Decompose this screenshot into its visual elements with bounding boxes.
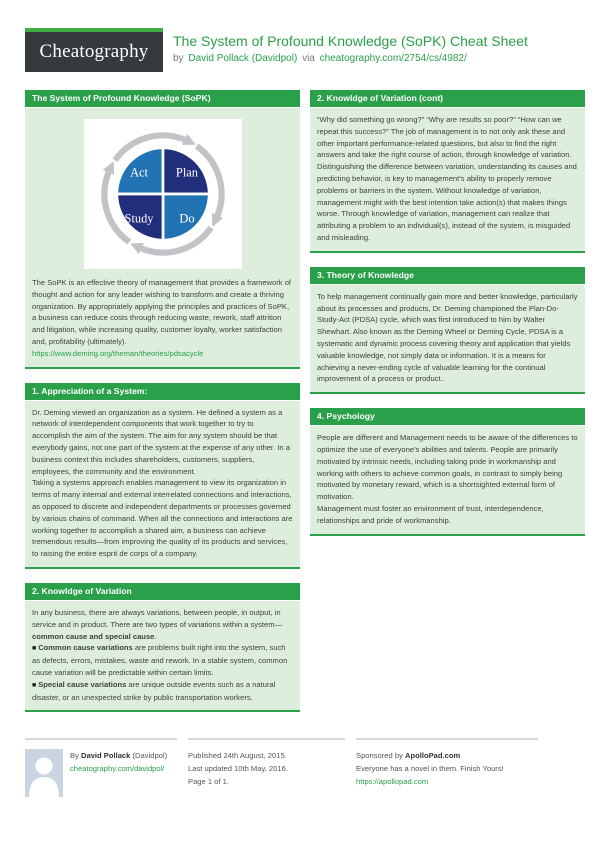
right-column <box>310 90 585 550</box>
logo-text: Cheatography <box>39 41 149 62</box>
section-card <box>25 90 300 369</box>
paragraph <box>317 432 578 503</box>
pdsa-study-label: Study <box>124 211 154 226</box>
paragraph <box>317 114 578 161</box>
sponsor-tagline: Everyone has a novel in them. Finish Yours! <box>356 764 504 774</box>
section-body <box>310 284 585 392</box>
paragraph <box>32 277 293 348</box>
paragraph <box>317 503 578 527</box>
footer-author-suffix: (Davidpol) <box>132 751 168 761</box>
title-block <box>173 28 528 64</box>
section-link[interactable]: https://www.deming.org/theman/theories/pdsacycle <box>32 348 204 358</box>
text-run: To help management continually gain more and better knowledge, particularly about its processes and products, Dr. Deming championed the Plan-Do-Study-Act (PDSA) cycle, which was first introduced to him by Walter Shewhart. Also known as the Deming Wheel or Deming Cycle, PDSA is a systematic and dynamic process covering theory and application that yields valuable knowledge, not simply data or information. It is a means for achieving a never-ending cycle of valuable learning for the continual improvement of a process or product.. <box>317 291 578 384</box>
text-run: The SoPK is an effective theory of management that provides a framework of thought and action for any leader wishing to transform and create a thriving organization. By appropriately applying the principles and practices of SoPK, a business can reduce costs through reducing waste, rework, staff attrition and litigation, while increasing quality, customer loyalty, worker satisfaction and, profitability (ultimately). <box>32 278 292 346</box>
paragraph <box>317 161 578 244</box>
section-header: 1. Appreciation of a System: <box>25 383 300 400</box>
bullet-square-icon: ■ <box>32 681 39 689</box>
paragraph <box>32 348 293 360</box>
byline <box>173 53 528 64</box>
published-date: Published 24th August, 2015. <box>188 751 287 761</box>
section-body <box>310 107 585 251</box>
paragraph <box>32 407 293 478</box>
text-run: “Why did something go wrong?” “Why are results so poor?” “How can we repeat this success?” The job of management is to not only ask these and other important performance-related questions, but also to find the right answers and take the right course of action, through knowledge of variation. <box>317 115 572 160</box>
pdsa-quadrants <box>116 148 208 240</box>
section-card <box>25 583 300 712</box>
author-line <box>70 749 167 762</box>
text-run: . <box>154 631 157 641</box>
section-body <box>25 600 300 710</box>
bold-text: Common cause variations <box>38 643 133 653</box>
paragraph <box>317 291 578 385</box>
bold-text: Special cause variations <box>38 679 127 689</box>
pdsa-plan-label: Plan <box>175 165 198 180</box>
page-header <box>0 0 600 90</box>
text-run: People are different and Management needs to be aware of the differences to optimize the use of everyone’s abilities and talents. People are primarily motivated by intrinsic needs, including taking pride in workmanship and working with others to achieve common goals, in contrast to simply being motivated by monetary reward, which is a shortsighted external form of motivation. <box>317 433 578 502</box>
pdsa-cycle-image <box>84 119 242 269</box>
text-run: Taking a systems approach enables management to view its organization in terms of many internal and external interrelated connections and interactions, as opposed to discrete and independent departments or processes governed by various chains of command. When all the connections and interactions are working together to accomplish a shared aim, a business can achieve tremendous results—from improving the quality of its products and services, to raising the entire esprit de corps of a company. <box>32 478 293 559</box>
section-header: 4. Psychology <box>310 408 585 425</box>
section-header: The System of Profound Knowledge (SoPK) <box>25 90 300 107</box>
text-run: are problems built right into the system, such as defects, errors, mistakes, waste and rework. In a stable system, common cause variation will be predictable within certain limits. <box>32 643 288 677</box>
updated-date: Last updated 10th May, 2016. <box>188 764 288 774</box>
sponsor-line <box>356 749 538 762</box>
person-silhouette-icon <box>25 749 63 797</box>
left-column <box>25 90 300 726</box>
section-card <box>310 90 585 253</box>
footer-author-link[interactable]: cheatography.com/davidpol/ <box>70 764 165 774</box>
by-prefix: by <box>173 53 184 64</box>
text-run: Management must foster an environment of trust, interdependence, relationships and pride of workmanship. <box>317 503 544 525</box>
footer-author-column <box>25 738 177 797</box>
section-header: 2. Knowldge of Variation (cont) <box>310 90 585 107</box>
author-meta <box>70 749 167 797</box>
sponsor-prefix: Sponsored by <box>356 751 403 761</box>
bullet-square-icon: ■ <box>32 645 39 653</box>
section-card <box>310 408 585 535</box>
content-columns <box>0 90 600 726</box>
section-card <box>25 383 300 569</box>
cheatography-logo[interactable] <box>25 28 163 72</box>
footer-sponsor-column <box>356 738 538 797</box>
sponsor-link[interactable]: https://apollopad.com <box>356 777 429 787</box>
pdsa-do-label: Do <box>178 211 195 226</box>
text-run: Distinguishing the difference between variation, understanding its causes and predicting behavior, is key to management’s ability to properly remove problems or barriers in the system. Without knowledge of variation, management might with the best intention take action(s) that makes things worse. Through knowledge of variation, management can realize that attributing a problem to an individual(s), instead of the system, is misguided and misleading. <box>317 162 577 242</box>
footer-publish-column <box>188 738 345 797</box>
paragraph <box>32 642 293 678</box>
author-avatar[interactable] <box>25 749 63 797</box>
paragraph <box>32 607 293 642</box>
page-count: Page 1 of 1. <box>188 777 229 787</box>
section-body <box>310 425 585 533</box>
bold-text: common cause and special cause <box>32 631 155 641</box>
section-header: 2. Knowldge of Variation <box>25 583 300 600</box>
footer-by-prefix: By <box>70 751 79 761</box>
sheet-url-link[interactable]: cheatography.com/2754/cs/4982/ <box>319 53 467 64</box>
section-card <box>310 267 585 394</box>
sponsor-name: ApolloPad.com <box>405 751 461 761</box>
text-run: Dr. Deming viewed an organization as a system. He defined a system as a network of interdependent components that work together to try to accomplish the aim of the system. The aim for any system should be that everybody gains, not one part of the system at the expense of any other. In a business context this includes shareholders, customers, suppliers, employees, the community and the environment. <box>32 407 290 476</box>
paragraph <box>32 679 293 704</box>
section-body <box>25 400 300 567</box>
pdsa-wheel <box>92 123 234 265</box>
text-run: In any business, there are always variations, between people, in output, in service and in product. There are two types of variations within a system— <box>32 607 283 629</box>
section-body <box>25 107 300 367</box>
via-prefix: via <box>302 53 315 64</box>
section-header: 3. Theory of Knowledge <box>310 267 585 284</box>
pdsa-act-label: Act <box>129 165 148 180</box>
text-run: are unique outside events such as a natural disaster, or an unexpected strike by public transportation workers. <box>32 679 276 702</box>
page-title: The System of Profound Knowledge (SoPK) Cheat Sheet <box>173 33 528 49</box>
footer-author-name: David Pollack <box>81 751 131 761</box>
paragraph <box>32 477 293 560</box>
author-link[interactable]: David Pollack (Davidpol) <box>188 53 298 64</box>
page-footer <box>0 738 600 797</box>
